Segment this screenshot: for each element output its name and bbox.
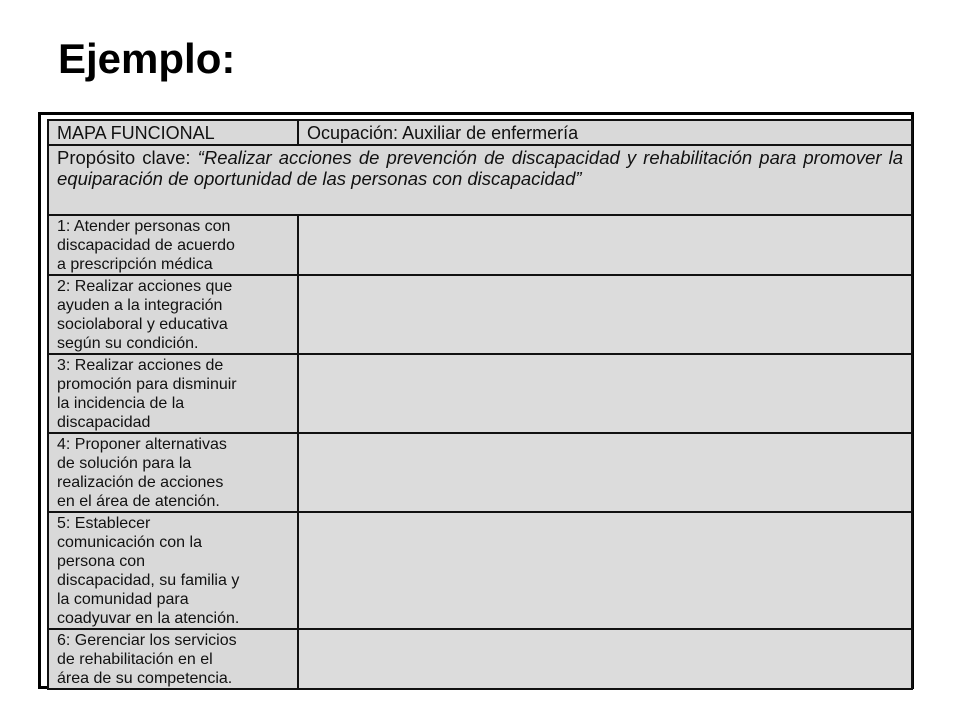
map-title-cell: MAPA FUNCIONAL [48,120,298,145]
empty-cell [298,275,912,354]
empty-cell [298,354,912,433]
occupation-cell: Ocupación: Auxiliar de enfermería [298,120,912,145]
table-row [48,433,912,512]
empty-cell [298,512,912,629]
function-cell-5: 5: Establecer comunicación con la persona con discapacidad, su familia y la comunidad para coadyuvar en la atención. [48,512,298,629]
purpose-label: Propósito clave: [57,147,191,168]
function-cell-3: 3: Realizar acciones de promoción para disminuir la incidencia de la discapacidad [48,354,298,433]
function-cell-4: 4: Proponer alternativas de solución para la realización de acciones en el área de atención. [48,433,298,512]
function-cell-6: 6: Gerenciar los servicios de rehabilitación en el área de su competencia. [48,629,298,689]
functional-map-table [47,119,913,690]
purpose-cell [48,145,912,215]
table-row [48,215,912,275]
table-row [48,629,912,689]
purpose-statement: “Realizar acciones de prevención de discapacidad y rehabilitación para promover la equiparación de oportunidad de las personas con discapacidad” [57,147,904,189]
function-cell-1: 1: Atender personas con discapacidad de acuerdo a prescripción médica [48,215,298,275]
table-row [48,512,912,629]
function-cell-2: 2: Realizar acciones que ayuden a la integración sociolaboral y educativa según su condición. [48,275,298,354]
empty-cell [298,215,912,275]
empty-cell [298,433,912,512]
purpose-row [48,145,912,215]
functional-map-document [38,112,914,689]
table-header-row [48,120,912,145]
page-title: Ejemplo: [58,35,236,82]
table-row [48,275,912,354]
empty-cell [298,629,912,689]
table-row [48,354,912,433]
